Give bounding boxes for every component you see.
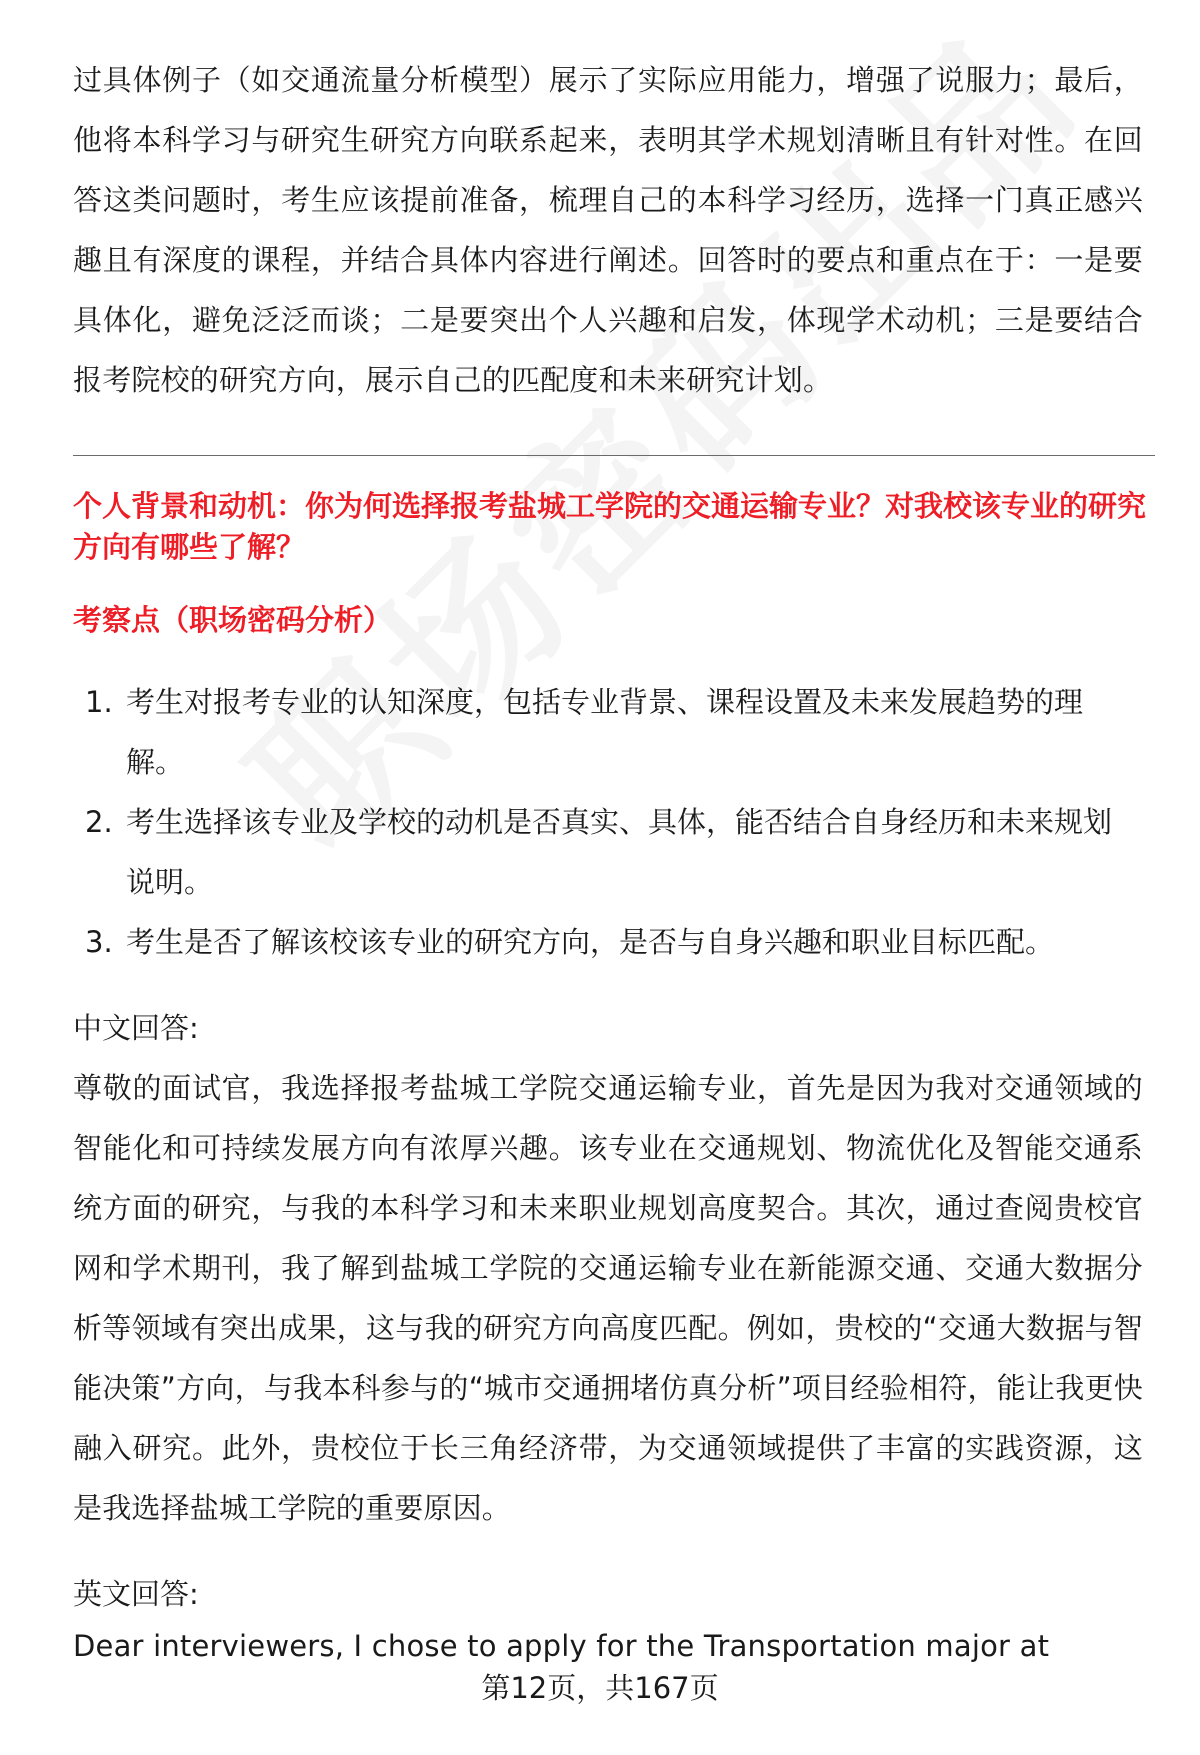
assessment-points-list <box>73 672 1155 972</box>
assessment-point <box>73 672 1126 792</box>
point-number: 3. <box>85 925 113 959</box>
point-number: 2. <box>85 805 113 839</box>
assessment-point <box>73 912 1126 972</box>
intro-paragraph: 过具体例子（如交通流量分析模型）展示了实际应用能力，增强了说服力；最后，他将本科学习与研究生研究方向联系起来，表明其学术规划清晰且有针对性。在回答这类问题时，考生应该提前准备，梳理自己的本科学习经历，选择一门真正感兴趣且有深度的课程，并结合具体内容进行阐述。回答时的要点和重点在于：一是要具体化，避免泛泛而谈；二是要突出个人兴趣和启发，体现学术动机；三是要结合报考院校的研究方向，展示自己的匹配度和未来研究计划。 <box>73 63 1143 397</box>
assessment-point <box>73 792 1126 912</box>
point-number: 1. <box>85 685 113 719</box>
chinese-answer: 尊敬的面试官，我选择报考盐城工学院交通运输专业，首先是因为我对交通领域的智能化和可持续发展方向有浓厚兴趣。该专业在交通规划、物流优化及智能交通系统方面的研究，与我的本科学习和未来职业规划高度契合。其次，通过查阅贵校官网和学术期刊，我了解到盐城工学院的交通运输专业在新能源交通、交通大数据分析等领域有突出成果，这与我的研究方向高度匹配。例如，贵校的“交通大数据与智能决策”方向，与我本科参与的“城市交通拥堵仿真分析”项目经验相符，能让我更快融入研究。此外，贵校位于长三角经济带，为交通领域提供了丰富的实践资源，这是我选择盐城工学院的重要原因。 <box>73 1071 1143 1525</box>
point-text: 考生对报考专业的认知深度，包括专业背景、课程设置及未来发展趋势的理解。 <box>126 685 1084 779</box>
assessment-heading: 考察点（职场密码分析） <box>73 603 393 637</box>
point-text: 考生选择该专业及学校的动机是否真实、具体，能否结合自身经历和未来规划说明。 <box>126 805 1113 899</box>
question-heading: 个人背景和动机：你为何选择报考盐城工学院的交通运输专业？对我校该专业的研究方向有哪些了解？ <box>73 489 1147 564</box>
english-answer-label: 英文回答: <box>73 1577 199 1611</box>
point-text: 考生是否了解该校该专业的研究方向，是否与自身兴趣和职业目标匹配。 <box>126 925 1055 959</box>
chinese-answer-label: 中文回答: <box>73 1011 199 1045</box>
page-footer: 第12页，共167页 <box>481 1671 719 1705</box>
english-answer: Dear interviewers, I chose to apply for the Transportation major at <box>73 1629 1050 1663</box>
section-divider <box>73 455 1155 456</box>
